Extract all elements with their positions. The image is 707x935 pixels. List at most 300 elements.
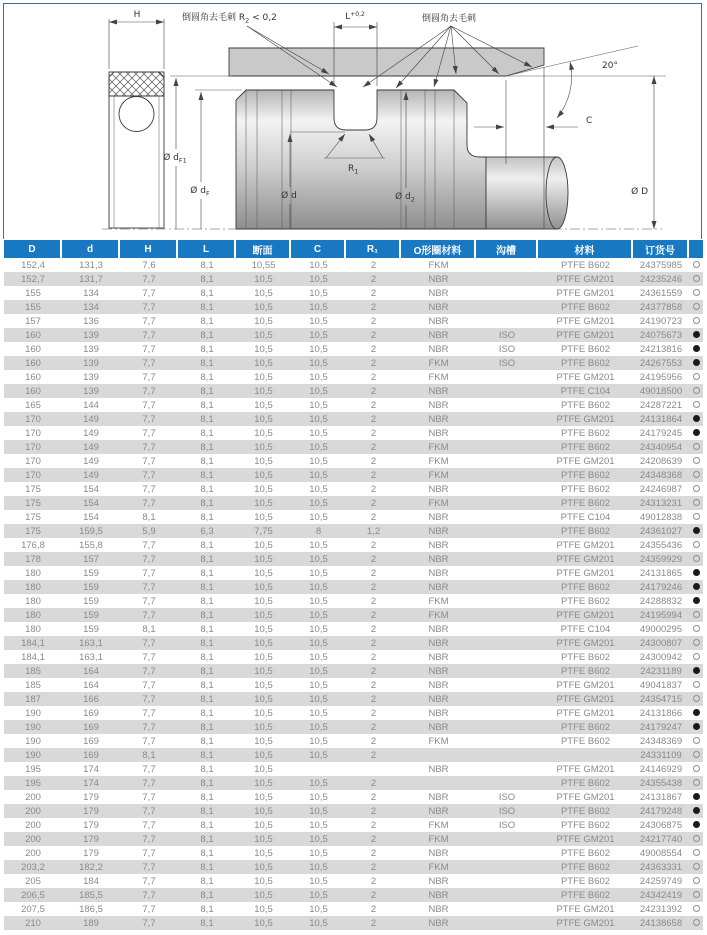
table-cell: NBR [401, 384, 476, 398]
table-row [4, 748, 703, 762]
table-cell: 10,5 [291, 692, 346, 706]
table-cell: 169 [62, 748, 120, 762]
table-cell: 49018500 [633, 384, 689, 398]
table-cell: 10,5 [236, 286, 291, 300]
table-cell [476, 916, 538, 930]
table-cell: 10,5 [236, 860, 291, 874]
table-cell: 8,1 [178, 286, 236, 300]
table-cell [689, 804, 703, 818]
table-cell: 164 [62, 664, 120, 678]
table-cell: 131,7 [62, 272, 120, 286]
table-cell [689, 594, 703, 608]
table-cell: 8,1 [178, 300, 236, 314]
table-cell: 139 [62, 342, 120, 356]
table-cell: 2 [346, 720, 401, 734]
table-cell [476, 608, 538, 622]
table-cell: 24377858 [633, 300, 689, 314]
table-cell: PTFE GM201 [538, 314, 633, 328]
table-cell: 2 [346, 678, 401, 692]
table-cell: 179 [62, 804, 120, 818]
open-dot-icon [693, 905, 700, 912]
table-cell: ISO [476, 328, 538, 342]
table-row [4, 496, 703, 510]
table-cell: 175 [4, 510, 62, 524]
table-cell: 24306875 [633, 818, 689, 832]
table-cell: 2 [346, 370, 401, 384]
table-cell: NBR [401, 902, 476, 916]
svg-text:倒圆角去毛刺: 倒圆角去毛刺 [422, 14, 477, 24]
table-cell: NBR [401, 636, 476, 650]
table-cell [689, 356, 703, 370]
table-cell: 8,1 [178, 650, 236, 664]
open-dot-icon [693, 499, 700, 506]
dim-dF [190, 90, 242, 229]
table-cell: 10,5 [291, 622, 346, 636]
table-cell: 24213816 [633, 342, 689, 356]
table-cell: 24179247 [633, 720, 689, 734]
table-cell: NBR [401, 790, 476, 804]
o-ring-section [119, 97, 154, 132]
table-cell: 8,1 [178, 664, 236, 678]
open-dot-icon [693, 849, 700, 856]
table-cell [476, 692, 538, 706]
table-cell: 10,5 [291, 300, 346, 314]
dim-D [631, 76, 654, 229]
table-cell: 10,5 [236, 370, 291, 384]
table-cell [689, 846, 703, 860]
table-cell: 7,7 [120, 342, 178, 356]
table-row [4, 846, 703, 860]
table-cell [476, 440, 538, 454]
open-dot-icon [693, 681, 700, 688]
table-cell: 170 [4, 440, 62, 454]
filled-dot-icon [693, 667, 700, 674]
table-cell: 159 [62, 608, 120, 622]
table-cell: 8,1 [178, 342, 236, 356]
table-cell: 7,7 [120, 370, 178, 384]
dim-D-label: Ø D [631, 187, 648, 197]
table-cell: 10,5 [236, 440, 291, 454]
table-cell: 24235246 [633, 272, 689, 286]
table-row [4, 328, 703, 342]
table-cell: 190 [4, 748, 62, 762]
table-cell [689, 384, 703, 398]
table-cell: 7,7 [120, 580, 178, 594]
table-cell: 7,7 [120, 832, 178, 846]
table-cell: NBR [401, 342, 476, 356]
open-dot-icon [693, 485, 700, 492]
table-cell: 8,1 [178, 272, 236, 286]
rod-end-face [546, 157, 568, 229]
table-cell: 7,7 [120, 818, 178, 832]
table-cell: 180 [4, 608, 62, 622]
table-cell: PTFE B602 [538, 874, 633, 888]
open-dot-icon [693, 611, 700, 618]
table-row [4, 622, 703, 636]
table-cell: 8,1 [178, 258, 236, 272]
table-cell [689, 664, 703, 678]
table-cell [476, 384, 538, 398]
table-cell: 10,5 [236, 580, 291, 594]
table-cell: 8,1 [178, 902, 236, 916]
table-cell: 8,1 [178, 594, 236, 608]
table-cell: 10,5 [236, 398, 291, 412]
table-cell: 8,1 [178, 370, 236, 384]
table-row [4, 412, 703, 426]
table-cell: 175 [4, 524, 62, 538]
table-cell: NBR [401, 664, 476, 678]
table-cell: PTFE B602 [538, 650, 633, 664]
table-row [4, 804, 703, 818]
table-cell: PTFE B602 [538, 342, 633, 356]
table-cell: 7,7 [120, 902, 178, 916]
table-cell [476, 300, 538, 314]
table-cell: 200 [4, 790, 62, 804]
table-cell: 179 [62, 790, 120, 804]
table-cell: 24190723 [633, 314, 689, 328]
table-cell: PTFE GM201 [538, 916, 633, 930]
table-cell: PTFE B602 [538, 846, 633, 860]
table-cell: 2 [346, 916, 401, 930]
table-cell: 10,5 [236, 482, 291, 496]
table-cell [476, 734, 538, 748]
table-cell: 184 [62, 874, 120, 888]
open-dot-icon [693, 555, 700, 562]
table-cell: 10,5 [236, 804, 291, 818]
table-row [4, 650, 703, 664]
table-cell: 8,1 [178, 566, 236, 580]
table-cell: 8,1 [178, 314, 236, 328]
table-cell: 2 [346, 552, 401, 566]
open-dot-icon [693, 401, 700, 408]
table-cell: 2 [346, 342, 401, 356]
table-cell: 155,8 [62, 538, 120, 552]
table-cell: 2 [346, 580, 401, 594]
table-row [4, 524, 703, 538]
table-row [4, 510, 703, 524]
table-cell: 2 [346, 706, 401, 720]
column-header: 沟槽 [476, 240, 538, 258]
table-cell [689, 622, 703, 636]
table-cell: 180 [4, 566, 62, 580]
table-cell [476, 902, 538, 916]
table-cell: 24131867 [633, 790, 689, 804]
table-row [4, 454, 703, 468]
table-cell: PTFE B602 [538, 356, 633, 370]
table-cell: 7,7 [120, 496, 178, 510]
table-cell: 10,5 [291, 538, 346, 552]
table-cell: 8,1 [178, 636, 236, 650]
table-cell: 24354715 [633, 692, 689, 706]
filled-dot-icon [693, 569, 700, 576]
table-cell: 10,5 [236, 706, 291, 720]
table-cell: 24331109 [633, 748, 689, 762]
table-cell: 2 [346, 874, 401, 888]
table-cell [476, 552, 538, 566]
table-row [4, 384, 703, 398]
table-cell: ISO [476, 342, 538, 356]
table-cell: 10,5 [236, 496, 291, 510]
table-cell: 8,1 [178, 482, 236, 496]
shaft-profile [236, 90, 486, 229]
table-cell: 8,1 [178, 860, 236, 874]
table-row [4, 580, 703, 594]
table-cell: 182,2 [62, 860, 120, 874]
table-cell: 24359929 [633, 552, 689, 566]
table-cell: 8,1 [178, 678, 236, 692]
table-cell: 190 [4, 706, 62, 720]
table-cell: 8,1 [178, 734, 236, 748]
table-cell: 185 [4, 664, 62, 678]
table-cell: 10,5 [236, 692, 291, 706]
table-cell: 10,5 [291, 636, 346, 650]
table-cell: 10,5 [236, 734, 291, 748]
table-cell: 10,5 [291, 398, 346, 412]
dim-L-tolerance: +0,2 [350, 11, 365, 18]
table-cell: 2 [346, 832, 401, 846]
table-cell: 7,7 [120, 916, 178, 930]
table-cell: 7,7 [120, 412, 178, 426]
table-row [4, 398, 703, 412]
table-cell [476, 454, 538, 468]
table-cell: 24131866 [633, 706, 689, 720]
table-cell: 10,5 [291, 734, 346, 748]
table-cell: 8 [291, 524, 346, 538]
table-cell: 8,1 [178, 538, 236, 552]
table-cell: 174 [62, 776, 120, 790]
table-cell: 10,5 [291, 720, 346, 734]
table-cell: 200 [4, 832, 62, 846]
table-cell [476, 888, 538, 902]
table-cell: 10,5 [236, 846, 291, 860]
table-cell: 179 [62, 846, 120, 860]
table-cell: PTFE C104 [538, 384, 633, 398]
table-cell [689, 342, 703, 356]
table-cell: 7,7 [120, 454, 178, 468]
table-cell [476, 776, 538, 790]
table-row [4, 258, 703, 272]
table-cell: 2 [346, 594, 401, 608]
table-cell: 10,5 [236, 300, 291, 314]
table-cell: 8,1 [178, 580, 236, 594]
table-cell: 8,1 [178, 552, 236, 566]
table-cell: NBR [401, 804, 476, 818]
column-header: O形圈材料 [401, 240, 476, 258]
table-cell: 2 [346, 804, 401, 818]
table-cell: PTFE B602 [538, 804, 633, 818]
table-cell: 10,5 [291, 664, 346, 678]
table-cell: 24288832 [633, 594, 689, 608]
table-cell: 2 [346, 300, 401, 314]
table-cell: 139 [62, 370, 120, 384]
table-cell: 149 [62, 440, 120, 454]
table-row [4, 720, 703, 734]
ptfe-seal-profile [109, 72, 164, 96]
table-cell: PTFE B602 [538, 594, 633, 608]
svg-text:倒圆角去毛刺 R2 < 0,2: 倒圆角去毛刺 $R_2 < 0,2$ [182, 13, 277, 25]
table-cell: 8,1 [178, 748, 236, 762]
table-cell: 2 [346, 888, 401, 902]
table-cell [476, 566, 538, 580]
table-cell: 152,7 [4, 272, 62, 286]
table-cell: 154 [62, 510, 120, 524]
table-cell: 10,5 [291, 818, 346, 832]
table-cell: 24138658 [633, 916, 689, 930]
table-cell: 10,5 [291, 384, 346, 398]
table-row [4, 636, 703, 650]
table-cell: 149 [62, 454, 120, 468]
table-cell: 10,5 [291, 706, 346, 720]
table-cell [689, 454, 703, 468]
filled-dot-icon [693, 415, 700, 422]
open-dot-icon [693, 513, 700, 520]
table-cell [476, 468, 538, 482]
table-cell: 2 [346, 384, 401, 398]
table-cell: 160 [4, 328, 62, 342]
table-cell: 7,7 [120, 300, 178, 314]
table-cell: 7,7 [120, 734, 178, 748]
table-cell [689, 790, 703, 804]
table-cell: NBR [401, 846, 476, 860]
table-cell: 10,5 [236, 650, 291, 664]
table-row [4, 664, 703, 678]
table-cell: 195 [4, 776, 62, 790]
table-cell [476, 272, 538, 286]
open-dot-icon [693, 541, 700, 548]
table-cell: 7,7 [120, 538, 178, 552]
table-cell: PTFE B602 [538, 524, 633, 538]
table-cell: 184,1 [4, 650, 62, 664]
table-cell: 24375985 [633, 258, 689, 272]
table-cell: NBR [401, 286, 476, 300]
filled-dot-icon [693, 527, 700, 534]
table-cell: 2 [346, 818, 401, 832]
table-cell [689, 916, 703, 930]
table-cell: 10,5 [236, 314, 291, 328]
table-cell: 2 [346, 258, 401, 272]
table-cell: 185 [4, 678, 62, 692]
open-dot-icon [693, 877, 700, 884]
table-cell [689, 468, 703, 482]
table-cell: ISO [476, 356, 538, 370]
open-dot-icon [693, 835, 700, 842]
table-cell [689, 720, 703, 734]
table-cell: 189 [62, 916, 120, 930]
table-cell [476, 678, 538, 692]
table-cell: 10,5 [236, 776, 291, 790]
column-header: 断面 [236, 240, 291, 258]
table-cell: 10,5 [236, 356, 291, 370]
table-cell: PTFE B602 [538, 300, 633, 314]
svg-text:L+0,2 [345, 11, 365, 22]
table-cell: PTFE C104 [538, 622, 633, 636]
open-dot-icon [693, 289, 700, 296]
open-dot-icon [693, 891, 700, 898]
table-cell: 8,1 [178, 468, 236, 482]
table-cell [538, 748, 633, 762]
table-cell: 7,75 [236, 524, 291, 538]
table-cell: 10,5 [236, 538, 291, 552]
open-dot-icon [693, 373, 700, 380]
table-row [4, 440, 703, 454]
table-cell: 24246987 [633, 482, 689, 496]
open-dot-icon [693, 639, 700, 646]
table-cell: 2 [346, 314, 401, 328]
table-cell: FKM [401, 594, 476, 608]
table-cell: 8,1 [178, 832, 236, 846]
table-cell: 7,7 [120, 426, 178, 440]
table-cell: 178 [4, 552, 62, 566]
table-cell: 8,1 [120, 510, 178, 524]
table-cell: 10,5 [236, 818, 291, 832]
table-row [4, 370, 703, 384]
table-cell: 8,1 [178, 692, 236, 706]
table-row [4, 860, 703, 874]
table-cell: 10,5 [291, 580, 346, 594]
table-cell: 2 [346, 692, 401, 706]
dim-H-label: H [133, 10, 141, 20]
seal-cross-section [109, 10, 164, 228]
table-cell: 8,1 [178, 622, 236, 636]
table-cell: 179 [62, 818, 120, 832]
table-cell: 2 [346, 356, 401, 370]
table-cell: FKM [401, 832, 476, 846]
table-cell: PTFE B602 [538, 888, 633, 902]
table-cell: 10,5 [236, 328, 291, 342]
table-cell: 8,1 [178, 916, 236, 930]
table-cell: 10,5 [236, 720, 291, 734]
table-cell: 10,5 [236, 272, 291, 286]
table-cell [476, 426, 538, 440]
table-cell: 10,5 [291, 468, 346, 482]
table-row [4, 272, 703, 286]
table-cell [689, 286, 703, 300]
table-cell: PTFE GM201 [538, 902, 633, 916]
angle-arc [557, 62, 572, 118]
table-cell: 159 [62, 566, 120, 580]
table-cell: 200 [4, 818, 62, 832]
table-cell [689, 482, 703, 496]
table-cell [476, 748, 538, 762]
table-cell: PTFE GM201 [538, 370, 633, 384]
table-cell: 10,5 [291, 496, 346, 510]
table-cell: NBR [401, 482, 476, 496]
table-cell: 157 [4, 314, 62, 328]
table-cell [689, 902, 703, 916]
table-cell: 149 [62, 412, 120, 426]
table-cell [476, 398, 538, 412]
angle-label: 20° [602, 61, 618, 71]
table-cell: 24355438 [633, 776, 689, 790]
table-cell [689, 566, 703, 580]
svg-text:Ø d2: Ø $d_2$ [395, 192, 415, 204]
table-cell: NBR [401, 762, 476, 776]
table-cell [689, 692, 703, 706]
column-header: H [120, 240, 178, 258]
table-cell [689, 538, 703, 552]
table-row [4, 706, 703, 720]
table-cell: 24355436 [633, 538, 689, 552]
table-cell [689, 748, 703, 762]
table-cell: 7,7 [120, 650, 178, 664]
table-cell: 8,1 [178, 790, 236, 804]
table-cell: 170 [4, 454, 62, 468]
table-cell: 7,7 [120, 678, 178, 692]
table-cell: 24195994 [633, 608, 689, 622]
table-cell [689, 734, 703, 748]
table-cell: PTFE B602 [538, 258, 633, 272]
table-cell: 134 [62, 286, 120, 300]
